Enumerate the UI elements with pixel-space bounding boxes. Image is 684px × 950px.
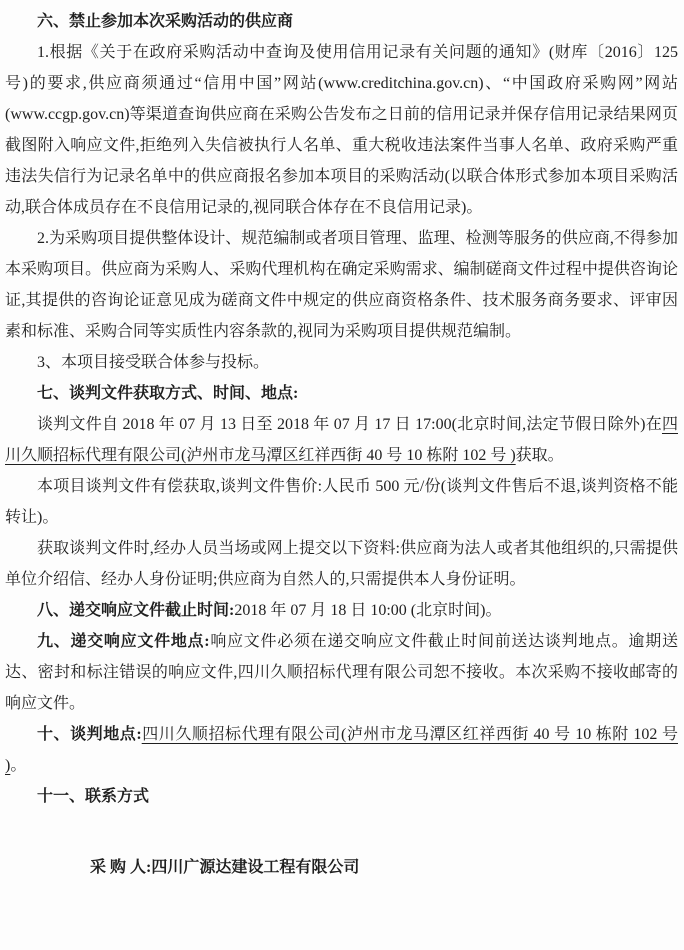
section-9-heading: 九、递交响应文件地点: bbox=[37, 633, 210, 650]
section-10-para bbox=[5, 719, 678, 781]
section-9-body: 响应文件必须在递交响应文件截止时间前送达谈判地点。逾期送达、密封和标注错误的响应文件,四川久顺招标代理有限公司恕不接收。本次采购不接收邮寄的响应文件。 bbox=[5, 633, 678, 712]
section-11-heading: 十一、联系方式 bbox=[37, 788, 150, 805]
buyer-line bbox=[5, 852, 678, 883]
negotiation-location-underlined: 四川久顺招标代理有限公司(泸州市龙马潭区红祥西街 40 号 10 栋附 102 号 ) bbox=[5, 726, 678, 774]
section-6-heading: 六、禁止参加本次采购活动的供应商 bbox=[37, 13, 294, 30]
section-7-materials-para: 获取谈判文件时,经办人员当场或网上提交以下资料:供应商为法人或者其他组织的,只需提供单位介绍信、经办人身份证明;供应商为自然人的,只需提供本人身份证明。 bbox=[5, 540, 678, 588]
section-10-suffix: 。 bbox=[10, 757, 27, 774]
buyer-name: 四川广源达建设工程有限公司 bbox=[151, 859, 360, 876]
section-9-para bbox=[5, 626, 678, 719]
section-8-deadline: 2018 年 07 月 18 日 10:00 (北京时间)。 bbox=[234, 602, 502, 619]
section-8-heading: 八、递交响应文件截止时间: bbox=[37, 602, 235, 619]
section-7-heading: 七、谈判文件获取方式、时间、地点: bbox=[37, 385, 299, 402]
section-8-line bbox=[5, 595, 678, 626]
obtain-location-underlined: 四川久顺招标代理有限公司(泸州市龙马潭区红祥西街 40 号 10 栋附 102 号 ) bbox=[5, 416, 678, 464]
obtain-time-text: 谈判文件自 2018 年 07 月 13 日至 2018 年 07 月 17 日 17:00(北京时间,法定节假日除外)在 bbox=[37, 416, 662, 433]
buyer-label: 采 购 人: bbox=[90, 859, 152, 876]
section-6-item-1: 1.根据《关于在政府采购活动中查询及使用信用记录有关问题的通知》(财库〔2016〕125 号)的要求,供应商须通过“信用中国”网站(www.creditchina.gov.cn)、“中国政府采购网”网站(www.ccgp.gov.cn)等渠道查询供应商在采购公告发布之日前的信用记录并保存信用记录结果网页截图附入响应文件,拒绝列入失信被执行人名单、重大税收违法案件当事人名单、政府采购严重违法失信行为记录名单中的供应商报名参加本项目的采购活动(以联合体形式参加本项目采购活动,联合体成员存在不良信用记录的,视同联合体存在不良信用记录)。 bbox=[5, 44, 678, 216]
section-7-obtain-para bbox=[5, 409, 678, 471]
section-6-item-3: 3、本项目接受联合体参与投标。 bbox=[37, 354, 270, 371]
section-6-item-2: 2.为采购项目提供整体设计、规范编制或者项目管理、监理、检测等服务的供应商,不得参加本采购项目。供应商为采购人、采购代理机构在确定采购需求、编制磋商文件过程中提供咨询论证,其提供的咨询论证意见成为磋商文件中规定的供应商资格条件、技术服务商务要求、评审因素和标准、采购合同等实质性内容条款的,视同为采购项目提供规范编制。 bbox=[5, 230, 678, 340]
obtain-suffix-text: 获取。 bbox=[515, 447, 564, 464]
section-7-price-para: 本项目谈判文件有偿获取,谈判文件售价:人民币 500 元/份(谈判文件售后不退,谈判资格不能转让)。 bbox=[5, 478, 678, 526]
section-10-heading: 十、谈判地点: bbox=[37, 726, 142, 743]
